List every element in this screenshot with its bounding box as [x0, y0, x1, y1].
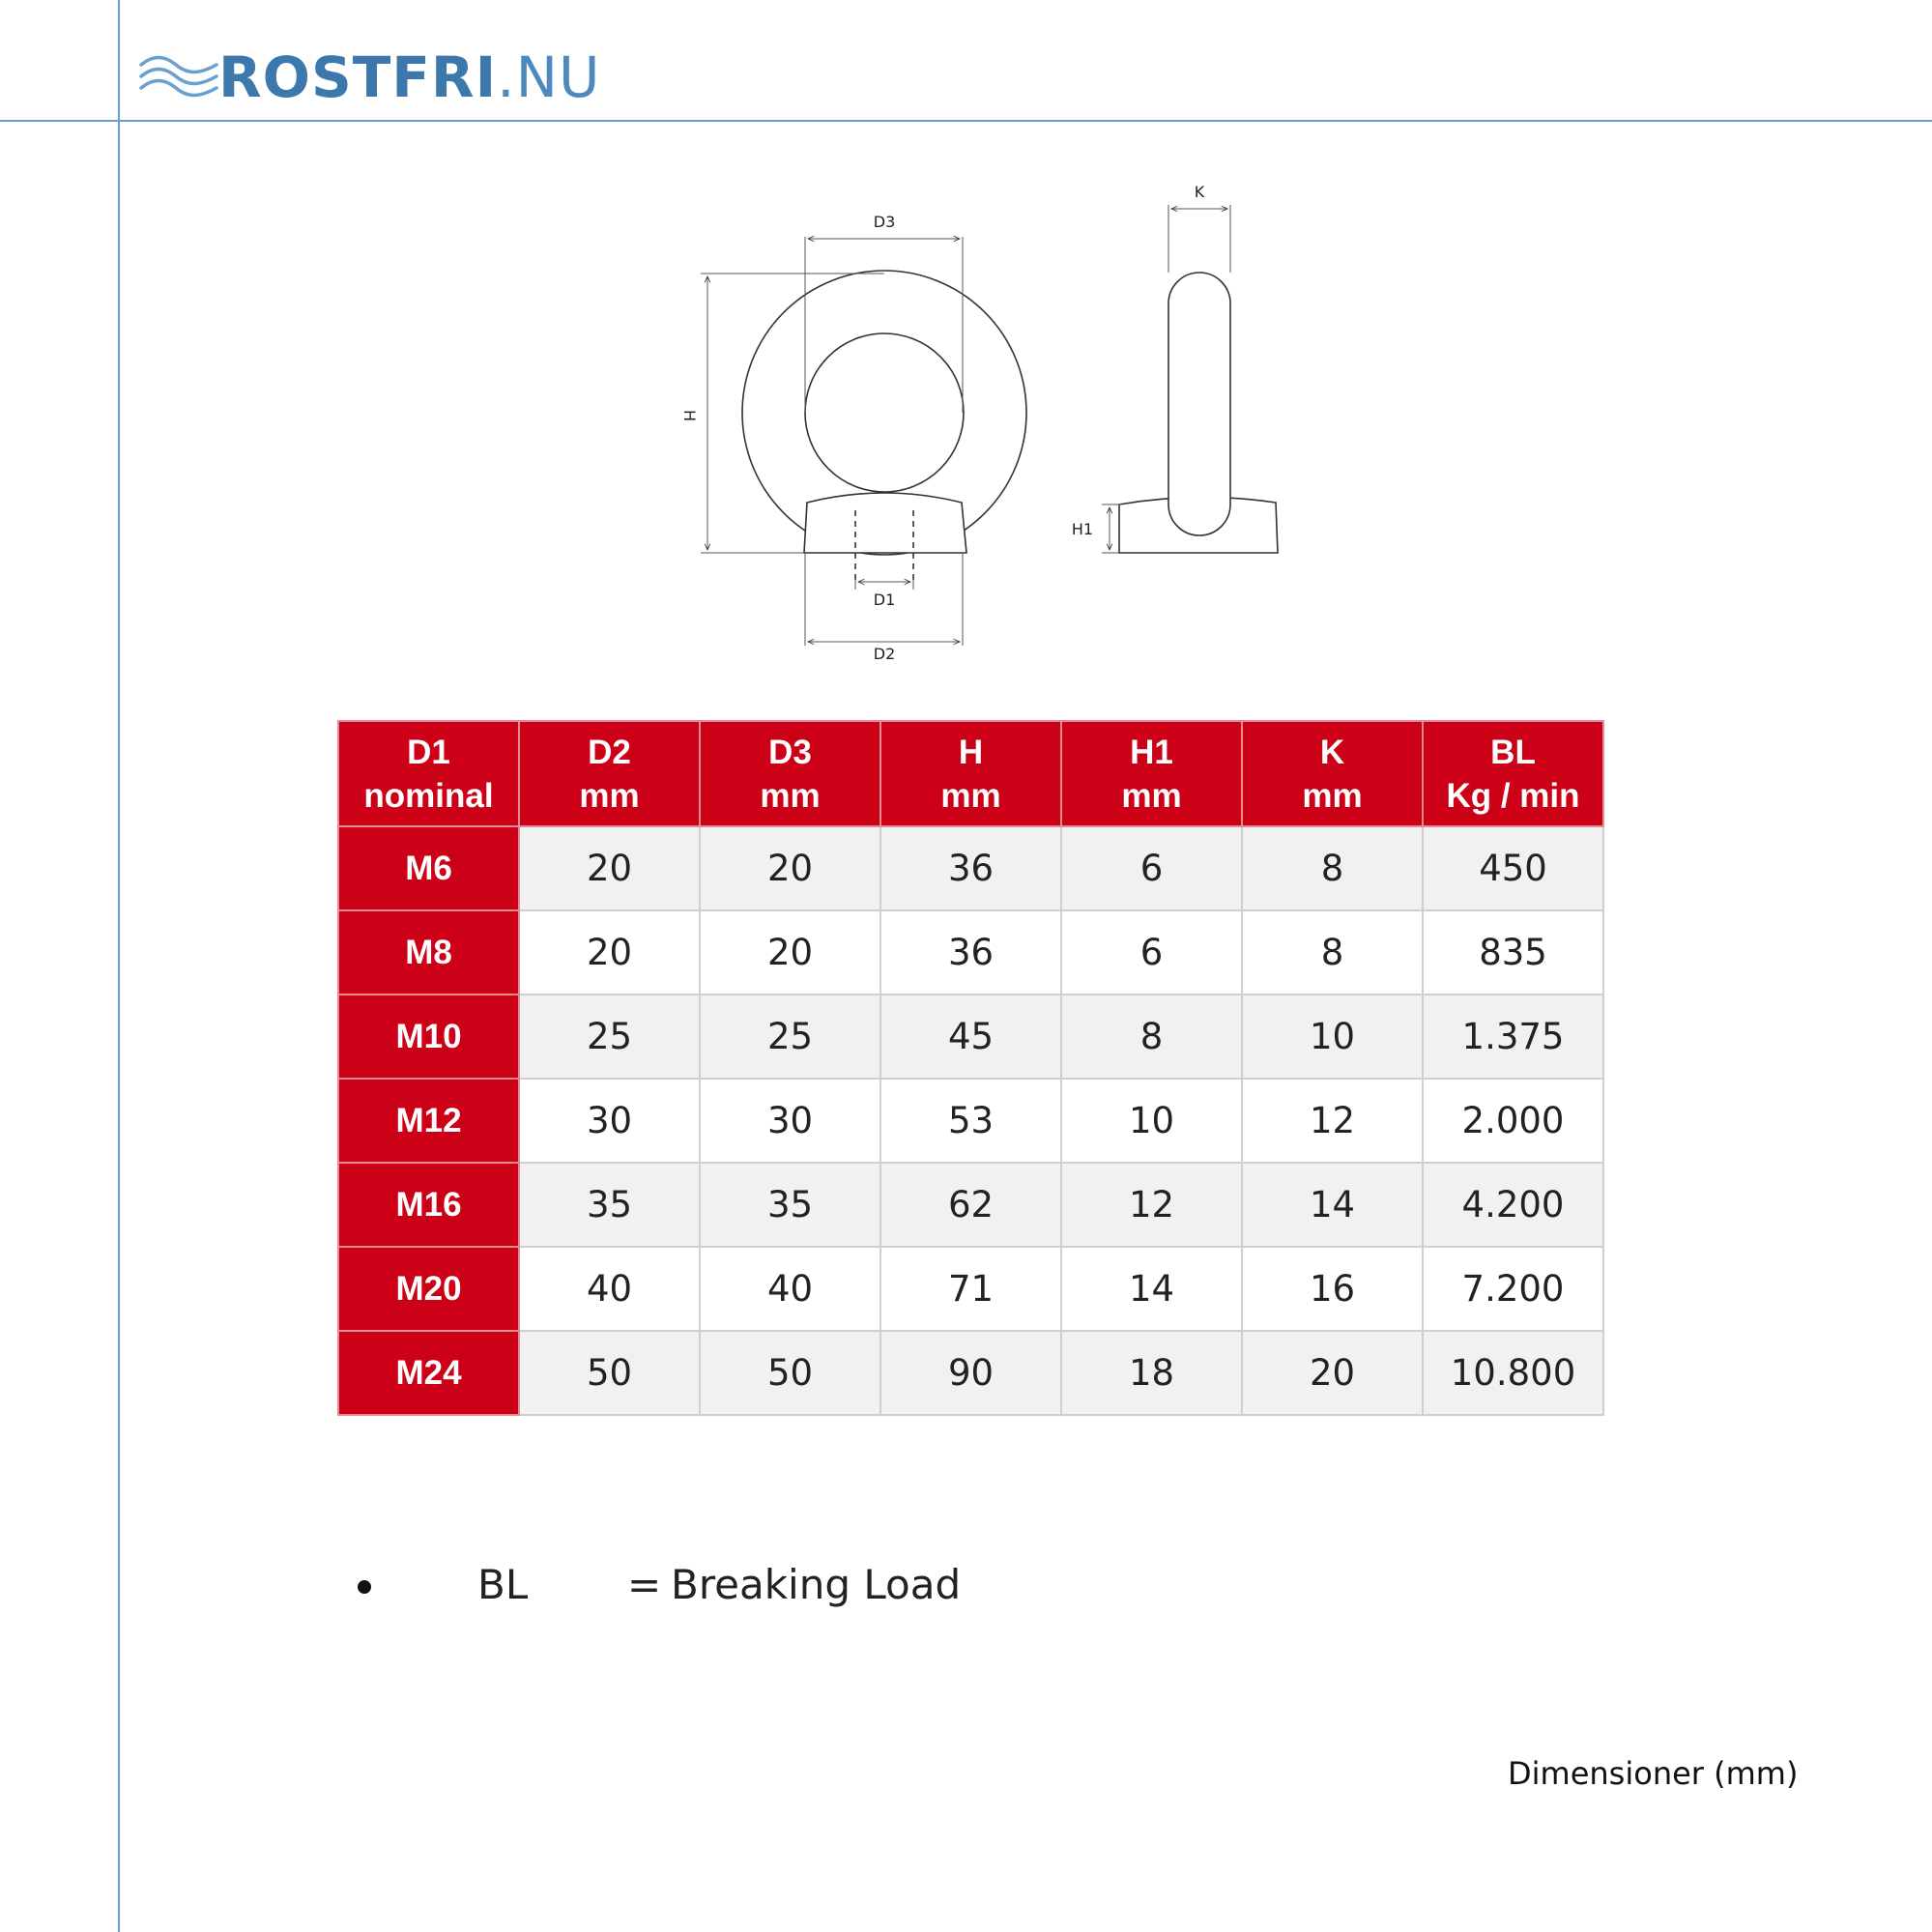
label-d2: D2: [873, 645, 896, 663]
table-row: [338, 826, 1603, 910]
row-header: M8: [338, 910, 519, 995]
table-cell: 16: [1242, 1247, 1423, 1331]
label-d3: D3: [873, 213, 896, 231]
table-cell: 35: [700, 1163, 880, 1247]
table-cell: 14: [1061, 1247, 1242, 1331]
legend-description: Breaking Load: [671, 1561, 962, 1608]
table-cell: 10.800: [1423, 1331, 1603, 1415]
table-cell: 36: [880, 910, 1061, 995]
row-header: M20: [338, 1247, 519, 1331]
label-h: H: [680, 409, 699, 422]
brand-tld: .NU: [497, 44, 601, 110]
table-cell: 6: [1061, 826, 1242, 910]
table-cell: 14: [1242, 1163, 1423, 1247]
table-cell: 2.000: [1423, 1079, 1603, 1163]
row-header: M12: [338, 1079, 519, 1163]
front-view-dimensions: [701, 237, 963, 646]
table-row: [338, 1331, 1603, 1415]
table-cell: 12: [1061, 1163, 1242, 1247]
table-header-row: [338, 721, 1603, 826]
column-header: K mm: [1242, 721, 1423, 826]
table-cell: 30: [700, 1079, 880, 1163]
table-cell: 20: [1242, 1331, 1423, 1415]
table-cell: 4.200: [1423, 1163, 1603, 1247]
table-row: [338, 1247, 1603, 1331]
table-cell: 1.375: [1423, 995, 1603, 1079]
table-cell: 53: [880, 1079, 1061, 1163]
dimensions-table: [337, 720, 1604, 1416]
table-cell: 50: [700, 1331, 880, 1415]
table-cell: 6: [1061, 910, 1242, 995]
column-header: BL Kg / min: [1423, 721, 1603, 826]
front-view: [742, 271, 1026, 580]
table-cell: 25: [519, 995, 700, 1079]
table-cell: 36: [880, 826, 1061, 910]
table-cell: 62: [880, 1163, 1061, 1247]
row-header: M6: [338, 826, 519, 910]
column-header: H mm: [880, 721, 1061, 826]
table-cell: 90: [880, 1331, 1061, 1415]
table-row: [338, 1163, 1603, 1247]
label-k: K: [1194, 183, 1205, 201]
table-cell: 25: [700, 995, 880, 1079]
table-cell: 835: [1423, 910, 1603, 995]
table-cell: 20: [519, 826, 700, 910]
column-header: D3 mm: [700, 721, 880, 826]
table-cell: 10: [1061, 1079, 1242, 1163]
legend-note: [352, 1561, 1028, 1609]
brand-name: ROSTFRI: [218, 44, 498, 110]
table-cell: 20: [700, 826, 880, 910]
table-cell: 20: [519, 910, 700, 995]
table-cell: 12: [1242, 1079, 1423, 1163]
table-row: [338, 910, 1603, 995]
table-cell: 18: [1061, 1331, 1242, 1415]
legend-equals: =: [627, 1561, 662, 1608]
table-row: [338, 995, 1603, 1079]
row-header: M24: [338, 1331, 519, 1415]
table-cell: 35: [519, 1163, 700, 1247]
table-cell: 8: [1242, 910, 1423, 995]
column-header: D1 nominal: [338, 721, 519, 826]
eye-nut-drawing: [0, 0, 1932, 696]
table-cell: 7.200: [1423, 1247, 1603, 1331]
bullet-icon: [358, 1580, 371, 1594]
table-cell: 71: [880, 1247, 1061, 1331]
table-cell: 40: [700, 1247, 880, 1331]
table-cell: 10: [1242, 995, 1423, 1079]
row-header: M10: [338, 995, 519, 1079]
side-view: [1119, 273, 1278, 553]
table-cell: 30: [519, 1079, 700, 1163]
units-note: Dimensioner (mm): [1508, 1755, 1799, 1792]
table-cell: 8: [1061, 995, 1242, 1079]
row-header: M16: [338, 1163, 519, 1247]
table-cell: 450: [1423, 826, 1603, 910]
table-cell: 50: [519, 1331, 700, 1415]
legend-abbr: BL: [477, 1561, 529, 1608]
table-cell: 45: [880, 995, 1061, 1079]
label-d1: D1: [873, 591, 896, 609]
column-header: D2 mm: [519, 721, 700, 826]
table-row: [338, 1079, 1603, 1163]
table-cell: 20: [700, 910, 880, 995]
table-cell: 40: [519, 1247, 700, 1331]
table-cell: 8: [1242, 826, 1423, 910]
label-h1: H1: [1071, 520, 1094, 538]
column-header: H1 mm: [1061, 721, 1242, 826]
